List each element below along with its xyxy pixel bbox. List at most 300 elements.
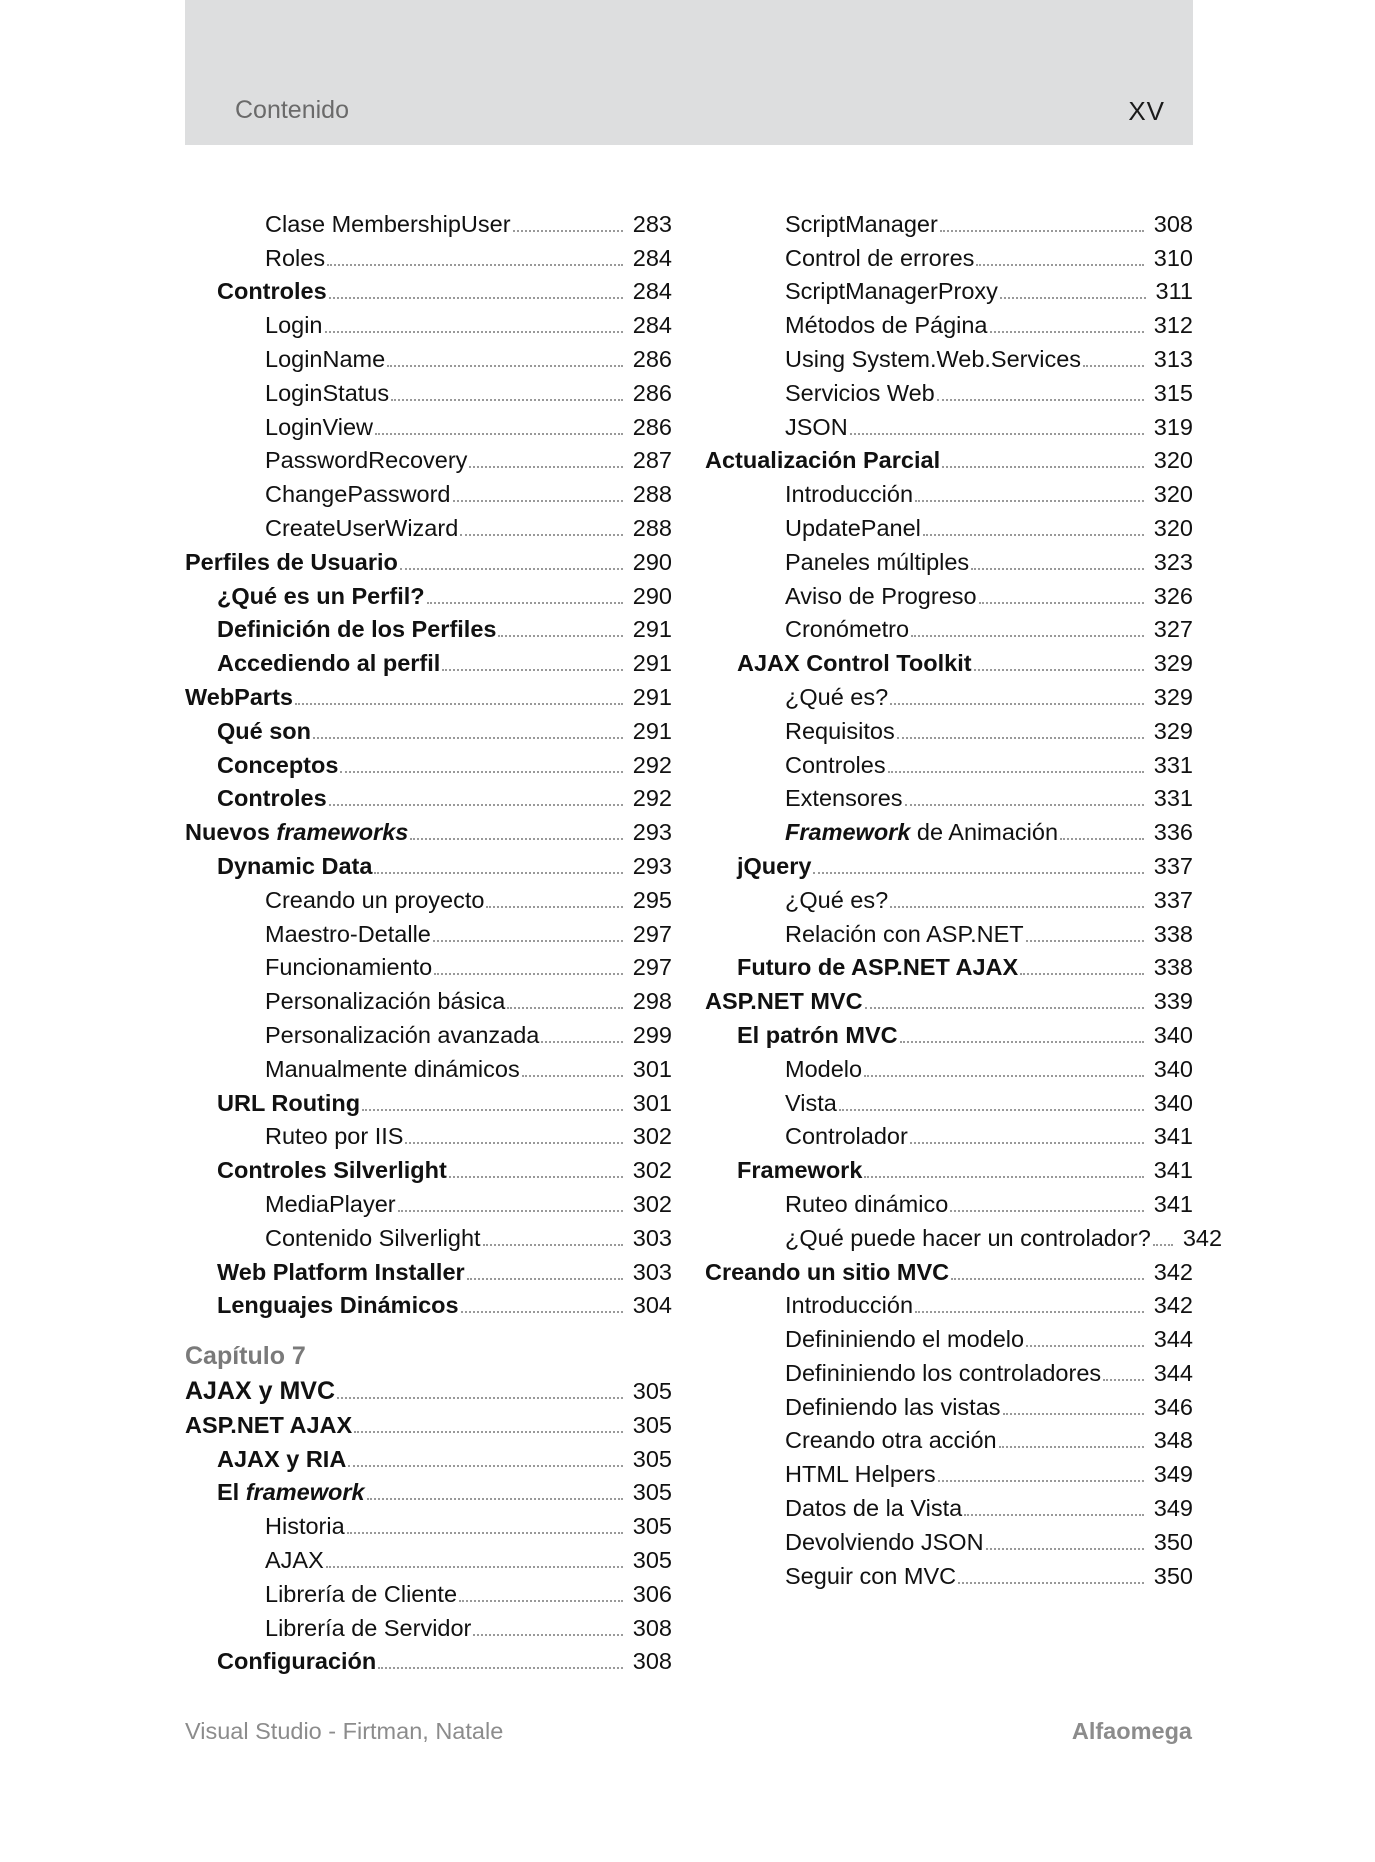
toc-entry[interactable] [705, 1117, 1193, 1151]
toc-entry-page: 302 [632, 1190, 672, 1217]
toc-entry-label [217, 615, 496, 643]
dot-leader [354, 1431, 623, 1433]
dot-leader [1083, 365, 1144, 367]
toc-entry-label [785, 1393, 1001, 1421]
toc-entry-label [785, 210, 938, 238]
toc-entry-label [785, 615, 909, 643]
toc-entry-page: 305 [632, 1547, 672, 1574]
dot-leader [971, 568, 1144, 570]
toc-entry-label-text: Ruteo dinámico [785, 1190, 949, 1217]
dot-leader [888, 771, 1144, 773]
toc-entry[interactable] [185, 1506, 672, 1540]
toc-entry-label [785, 920, 1024, 948]
toc-entry-label-text: AJAX y RIA [217, 1445, 347, 1472]
toc-entry-page: 283 [632, 210, 672, 237]
toc-entry[interactable] [705, 1286, 1193, 1320]
toc-entry-label-text: Ruteo por IIS [265, 1123, 404, 1150]
toc-entry[interactable] [185, 1642, 672, 1676]
toc-entry[interactable] [705, 711, 1193, 745]
toc-entry[interactable] [185, 474, 672, 508]
toc-entry[interactable] [705, 339, 1193, 373]
toc-entry[interactable] [185, 1405, 672, 1439]
dot-leader [541, 1041, 622, 1043]
toc-entry[interactable] [705, 508, 1193, 542]
toc-entry-label-text: Librería de Servidor [265, 1614, 472, 1641]
toc-entry-label-text: Devolviendo JSON [785, 1528, 984, 1555]
toc-entry[interactable] [185, 204, 672, 238]
toc-entry-page: 302 [632, 1157, 672, 1184]
toc-entry-label [785, 1562, 956, 1590]
toc-entry-label-text: AJAX y MVC [185, 1377, 336, 1406]
toc-entry-label-text: Defininiendo el modelo [785, 1326, 1025, 1353]
toc-entry-page: 315 [1153, 379, 1193, 406]
toc-entry[interactable] [185, 1252, 672, 1286]
toc-entry[interactable] [705, 812, 1193, 846]
toc-entry[interactable] [185, 576, 672, 610]
toc-entry-page: 291 [632, 683, 672, 710]
toc-entry-page: 308 [632, 1614, 672, 1641]
toc-entry-label-text: Extensores [785, 785, 903, 812]
toc-entry-label-text: Maestro-Detalle [265, 920, 431, 947]
toc-entry[interactable] [705, 1150, 1193, 1184]
toc-entry-label-text: Clase MembershipUser [265, 210, 511, 237]
toc-entry-label [705, 987, 863, 1015]
toc-left-column [185, 204, 672, 1675]
toc-entry-label [265, 1580, 457, 1608]
toc-entry-page: 320 [1153, 481, 1193, 508]
toc-entry-label [737, 852, 811, 880]
dot-leader [911, 635, 1144, 637]
dot-leader [910, 1142, 1144, 1144]
toc-entry[interactable] [185, 846, 672, 880]
toc-entry[interactable] [185, 711, 672, 745]
toc-entry-page: 340 [1153, 1089, 1193, 1116]
toc-entry-page: 291 [632, 616, 672, 643]
toc-entry-page: 284 [632, 312, 672, 339]
dot-leader [979, 602, 1144, 604]
footer-book-title: Visual Studio - Firtman, Natale [185, 1718, 504, 1744]
dot-leader [459, 1600, 623, 1602]
dot-leader [839, 1109, 1144, 1111]
footer-publisher: Alfaomega [1071, 1718, 1192, 1744]
toc-entry-label-text: Perfiles de Usuario [185, 548, 398, 575]
toc-entry-page: 311 [1155, 278, 1193, 305]
toc-entry-label [265, 379, 389, 407]
toc-entry-page: 346 [1153, 1393, 1193, 1420]
toc-entry-page: 299 [632, 1021, 672, 1048]
dot-leader [347, 1532, 623, 1534]
toc-entry-page: 306 [632, 1580, 672, 1607]
toc-entry[interactable] [705, 1319, 1193, 1353]
toc-entry-page: 286 [632, 413, 672, 440]
toc-entry-label [217, 649, 440, 677]
toc-entry[interactable] [185, 948, 672, 982]
dot-leader [329, 804, 623, 806]
toc-entry-page: 290 [632, 582, 672, 609]
toc-entry-label [185, 683, 293, 711]
dot-leader [398, 1210, 623, 1212]
toc-entry-label-text: Paneles múltiples [785, 548, 970, 575]
toc-entry[interactable] [185, 981, 672, 1015]
dot-leader [295, 703, 623, 705]
toc-entry-label [785, 1122, 908, 1150]
toc-entry-page: 302 [632, 1123, 672, 1150]
toc-entry[interactable] [705, 1387, 1193, 1421]
dot-leader [942, 466, 1144, 468]
dot-leader [473, 1634, 622, 1636]
toc-entry-page: 308 [632, 1648, 672, 1675]
dot-leader [313, 737, 623, 739]
toc-entry[interactable] [185, 373, 672, 407]
toc-entry[interactable] [185, 677, 672, 711]
toc-entry-label [785, 311, 988, 339]
toc-entry-page: 295 [632, 886, 672, 913]
toc-entry-label-text: Futuro de ASP.NET AJAX [737, 954, 1019, 981]
toc-entry-label [217, 1647, 376, 1675]
dot-leader [864, 1176, 1143, 1178]
toc-entry[interactable] [185, 914, 672, 948]
toc-entry-page: 340 [1153, 1021, 1193, 1048]
toc-entry[interactable] [705, 576, 1193, 610]
toc-entry[interactable] [185, 1473, 672, 1507]
toc-entry[interactable] [705, 846, 1193, 880]
dot-leader [905, 804, 1144, 806]
toc-entry[interactable] [705, 1184, 1193, 1218]
toc-entry-page: 313 [1153, 345, 1193, 372]
toc-entry-page: 326 [1153, 582, 1193, 609]
toc-entry-page: 303 [632, 1258, 672, 1285]
toc-entry-page: 336 [1153, 819, 1193, 846]
toc-entry-label [217, 1089, 360, 1117]
toc-entry-label [265, 1512, 345, 1540]
toc-entry[interactable] [185, 508, 672, 542]
toc-entry-label [785, 548, 969, 576]
toc-entry-label-text: Introducción [785, 1292, 914, 1319]
toc-entry[interactable] [185, 238, 672, 272]
toc-entry[interactable] [185, 407, 672, 441]
toc-entry-page: 305 [632, 1411, 672, 1438]
dot-leader [950, 1210, 1143, 1212]
header-section-title: Contenido [235, 96, 349, 124]
toc-entry[interactable] [185, 880, 672, 914]
toc-entry-page: 284 [632, 278, 672, 305]
toc-entry-label-text: Creando otra acción [785, 1427, 997, 1454]
toc-entry-page: 293 [632, 852, 672, 879]
dot-leader [337, 1397, 623, 1399]
dot-leader [374, 872, 622, 874]
toc-entry-label-text: AJAX [265, 1547, 324, 1574]
dot-leader [378, 1667, 623, 1669]
toc-entry-page: 329 [1153, 717, 1193, 744]
dot-leader [1026, 1345, 1144, 1347]
dot-leader [976, 264, 1143, 266]
dot-leader [915, 1311, 1144, 1313]
dot-leader [1000, 297, 1146, 299]
toc-entry-label-text: Framework [737, 1157, 863, 1184]
dot-leader [387, 365, 623, 367]
dot-leader [964, 1514, 1144, 1516]
toc-entry[interactable] [705, 1454, 1193, 1488]
toc-entry[interactable] [705, 643, 1193, 677]
toc-entry[interactable] [705, 1083, 1193, 1117]
toc-right-column [705, 204, 1223, 1590]
toc-entry[interactable] [705, 1218, 1223, 1252]
toc-entry[interactable] [185, 1540, 672, 1574]
toc-entry-page: 308 [1153, 210, 1193, 237]
toc-entry[interactable] [185, 1184, 672, 1218]
toc-entry-label [785, 1055, 862, 1083]
toc-entry-page: 291 [632, 717, 672, 744]
toc-entry-label [737, 649, 972, 677]
toc-entry-page: 288 [632, 481, 672, 508]
toc-entry[interactable] [705, 1353, 1193, 1387]
toc-entry-label-text: Web Platform Installer [217, 1258, 465, 1285]
dot-leader [915, 500, 1144, 502]
toc-entry-label-text: LoginStatus [265, 379, 390, 406]
toc-entry[interactable] [705, 238, 1193, 272]
toc-entry[interactable] [185, 1150, 672, 1184]
toc-entry-page: 305 [632, 1479, 672, 1506]
toc-entry-page: 329 [1153, 650, 1193, 677]
page-header [185, 0, 1193, 145]
toc-entry[interactable] [705, 441, 1193, 475]
toc-entry[interactable] [185, 643, 672, 677]
toc-entry-label [217, 1478, 365, 1506]
toc-entry[interactable] [185, 441, 672, 475]
toc-entry-label-text: de Animación [910, 819, 1059, 846]
toc-entry[interactable] [185, 1608, 672, 1642]
toc-entry-page: 329 [1153, 683, 1193, 710]
dot-leader [433, 940, 623, 942]
toc-entry[interactable] [185, 1083, 672, 1117]
toc-entry[interactable] [705, 204, 1193, 238]
toc-entry[interactable] [705, 1421, 1193, 1455]
toc-entry[interactable] [185, 305, 672, 339]
toc-entry-label [265, 1190, 396, 1218]
dot-leader [897, 737, 1144, 739]
toc-entry-page: 292 [632, 751, 672, 778]
toc-entry[interactable] [185, 1439, 672, 1473]
toc-entry-label [785, 1426, 997, 1454]
toc-entry[interactable] [185, 542, 672, 576]
dot-leader [990, 331, 1144, 333]
toc-entry[interactable] [705, 948, 1193, 982]
toc-entry-label [217, 852, 372, 880]
toc-entry[interactable] [185, 272, 672, 306]
toc-entry-page: 320 [1153, 447, 1193, 474]
dot-leader [400, 568, 623, 570]
dot-leader [449, 1176, 623, 1178]
toc-entry[interactable] [705, 779, 1193, 813]
toc-entry-label-text: Configuración [217, 1648, 377, 1675]
toc-entry-label [785, 1291, 913, 1319]
toc-entry[interactable] [185, 1218, 672, 1252]
toc-entry[interactable] [705, 1522, 1193, 1556]
toc-entry[interactable] [185, 1574, 672, 1608]
toc-entry-label-text: ASP.NET MVC [705, 988, 863, 1015]
toc-entry-label-text: UpdatePanel [785, 514, 921, 541]
dot-leader [890, 906, 1144, 908]
dot-leader [467, 1278, 623, 1280]
toc-entry-page: 341 [1153, 1157, 1193, 1184]
toc-entry-page: 344 [1153, 1359, 1193, 1386]
toc-entry-page: 342 [1182, 1224, 1223, 1251]
toc-entry-label [265, 953, 432, 981]
toc-entry[interactable] [185, 1286, 672, 1320]
toc-entry[interactable] [705, 610, 1193, 644]
toc-entry-label [785, 1190, 948, 1218]
dot-leader [513, 230, 623, 232]
toc-entry-label [785, 751, 886, 779]
dot-leader [986, 1548, 1144, 1550]
toc-entry-page: 305 [632, 1445, 672, 1472]
toc-entry-page: 341 [1153, 1123, 1193, 1150]
toc-entry-page: 292 [632, 785, 672, 812]
toc-entry-label [265, 480, 451, 508]
toc-entry[interactable] [185, 1049, 672, 1083]
toc-entry-label [265, 1546, 324, 1574]
dot-leader [405, 1142, 622, 1144]
dot-leader [974, 669, 1144, 671]
chapter-spacer [185, 1319, 672, 1337]
toc-entry-label-text: Controles Silverlight [217, 1157, 447, 1184]
toc-entry[interactable] [705, 373, 1193, 407]
toc-entry-page: 342 [1153, 1292, 1193, 1319]
toc-entry[interactable] [705, 1556, 1193, 1590]
toc-entry[interactable] [705, 1049, 1193, 1083]
toc-entry-label-text: Defininiendo los controladores [785, 1359, 1102, 1386]
toc-entry-label-text: Aviso de Progreso [785, 582, 977, 609]
dot-leader [326, 1566, 623, 1568]
toc-entry-label [185, 548, 398, 576]
toc-entry[interactable] [185, 1371, 672, 1405]
dot-leader [865, 1007, 1144, 1009]
toc-entry-page: 284 [632, 244, 672, 271]
toc-entry[interactable] [185, 339, 672, 373]
header-page-number: XV [1128, 96, 1165, 126]
dot-leader [900, 1041, 1144, 1043]
toc-entry-label [265, 886, 484, 914]
toc-entry[interactable] [185, 812, 672, 846]
dot-leader [1026, 940, 1144, 942]
toc-entry-label-text: Modelo [785, 1055, 863, 1082]
toc-entry-label-text: LoginView [265, 413, 374, 440]
toc-entry-label-text: Definiendo las vistas [785, 1393, 1001, 1420]
toc-entry[interactable] [705, 305, 1193, 339]
toc-entry[interactable] [705, 981, 1193, 1015]
toc-entry[interactable] [705, 914, 1193, 948]
toc-entry-label [217, 751, 338, 779]
toc-entry-page: 338 [1153, 954, 1193, 981]
dot-leader [940, 230, 1144, 232]
toc-entry-page: 290 [632, 548, 672, 575]
toc-entry-label-text: Login [265, 312, 323, 339]
toc-entry-label [265, 920, 431, 948]
toc-entry[interactable] [705, 407, 1193, 441]
toc-entry-page: 304 [632, 1292, 672, 1319]
toc-entry-label-text: Lenguajes Dinámicos [217, 1292, 459, 1319]
toc-entry-page: 331 [1153, 751, 1193, 778]
toc-entry-label [217, 1258, 465, 1286]
dot-leader [327, 264, 623, 266]
toc-entry-label-text: WebParts [185, 683, 293, 710]
toc-entry[interactable] [705, 1252, 1193, 1286]
toc-entry-label [785, 1359, 1101, 1387]
toc-entry-label [265, 210, 511, 238]
toc-entry-label [785, 1528, 984, 1556]
toc-entry-label-text: ¿Qué es? [785, 683, 889, 710]
toc-entry-label [265, 1614, 471, 1642]
toc-entry-label [785, 345, 1081, 373]
toc-entry-page: 291 [632, 650, 672, 677]
dot-leader [937, 399, 1144, 401]
toc-entry-label-text: Using System.Web.Services [785, 345, 1082, 372]
toc-entry-label [785, 514, 921, 542]
dot-leader [864, 1075, 1144, 1077]
toc-entry-label [265, 1055, 520, 1083]
toc-entry-label-text: ChangePassword [265, 481, 451, 508]
dot-leader [813, 872, 1143, 874]
toc-entry-label-text: El patrón MVC [737, 1021, 898, 1048]
toc-entry-label [265, 413, 373, 441]
toc-entry-label-text: ASP.NET AJAX [185, 1411, 353, 1438]
toc-entry-label [705, 446, 940, 474]
toc-entry[interactable] [705, 745, 1193, 779]
toc-entry[interactable] [185, 1015, 672, 1049]
toc-entry-label [785, 1494, 962, 1522]
toc-entry[interactable] [705, 880, 1193, 914]
toc-entry-label [785, 379, 935, 407]
toc-entry[interactable] [705, 542, 1193, 576]
toc-entry[interactable] [185, 610, 672, 644]
toc-entry-page: 350 [1153, 1562, 1193, 1589]
dot-leader [1003, 1413, 1144, 1415]
toc-entry-page: 287 [632, 447, 672, 474]
toc-entry-page: 323 [1153, 548, 1193, 575]
toc-entry-label-text: Manualmente dinámicos [265, 1055, 520, 1082]
dot-leader [498, 635, 622, 637]
toc-entry[interactable] [185, 745, 672, 779]
toc-entry-label-text: AJAX Control Toolkit [737, 650, 972, 677]
toc-entry[interactable] [705, 272, 1193, 306]
dot-leader [367, 1498, 623, 1500]
toc-entry[interactable] [705, 1015, 1193, 1049]
toc-entry-label [185, 1411, 352, 1439]
toc-entry-page: 331 [1153, 785, 1193, 812]
toc-entry-label [185, 818, 408, 846]
toc-entry-label [265, 1224, 481, 1252]
toc-entry-page: 286 [632, 379, 672, 406]
dot-leader [1103, 1379, 1144, 1381]
toc-entry[interactable] [185, 779, 672, 813]
dot-leader [486, 906, 622, 908]
dot-leader [375, 433, 623, 435]
toc-entry-label-text: HTML Helpers [785, 1461, 936, 1488]
toc-entry[interactable] [705, 677, 1193, 711]
toc-entry-label-text: ScriptManagerProxy [785, 278, 998, 305]
toc-entry-label-text: Dynamic Data [217, 852, 373, 879]
toc-entry-label-text: Seguir con MVC [785, 1562, 957, 1589]
toc-entry[interactable] [185, 1117, 672, 1151]
toc-entry-label [785, 582, 977, 610]
toc-entry[interactable] [705, 1488, 1193, 1522]
toc-entry-label [785, 886, 888, 914]
toc-entry-label [785, 683, 888, 711]
toc-entry-label-text: Introducción [785, 481, 914, 508]
toc-entry[interactable] [705, 474, 1193, 508]
dot-leader [483, 1244, 623, 1246]
toc-entry-label [785, 784, 903, 812]
